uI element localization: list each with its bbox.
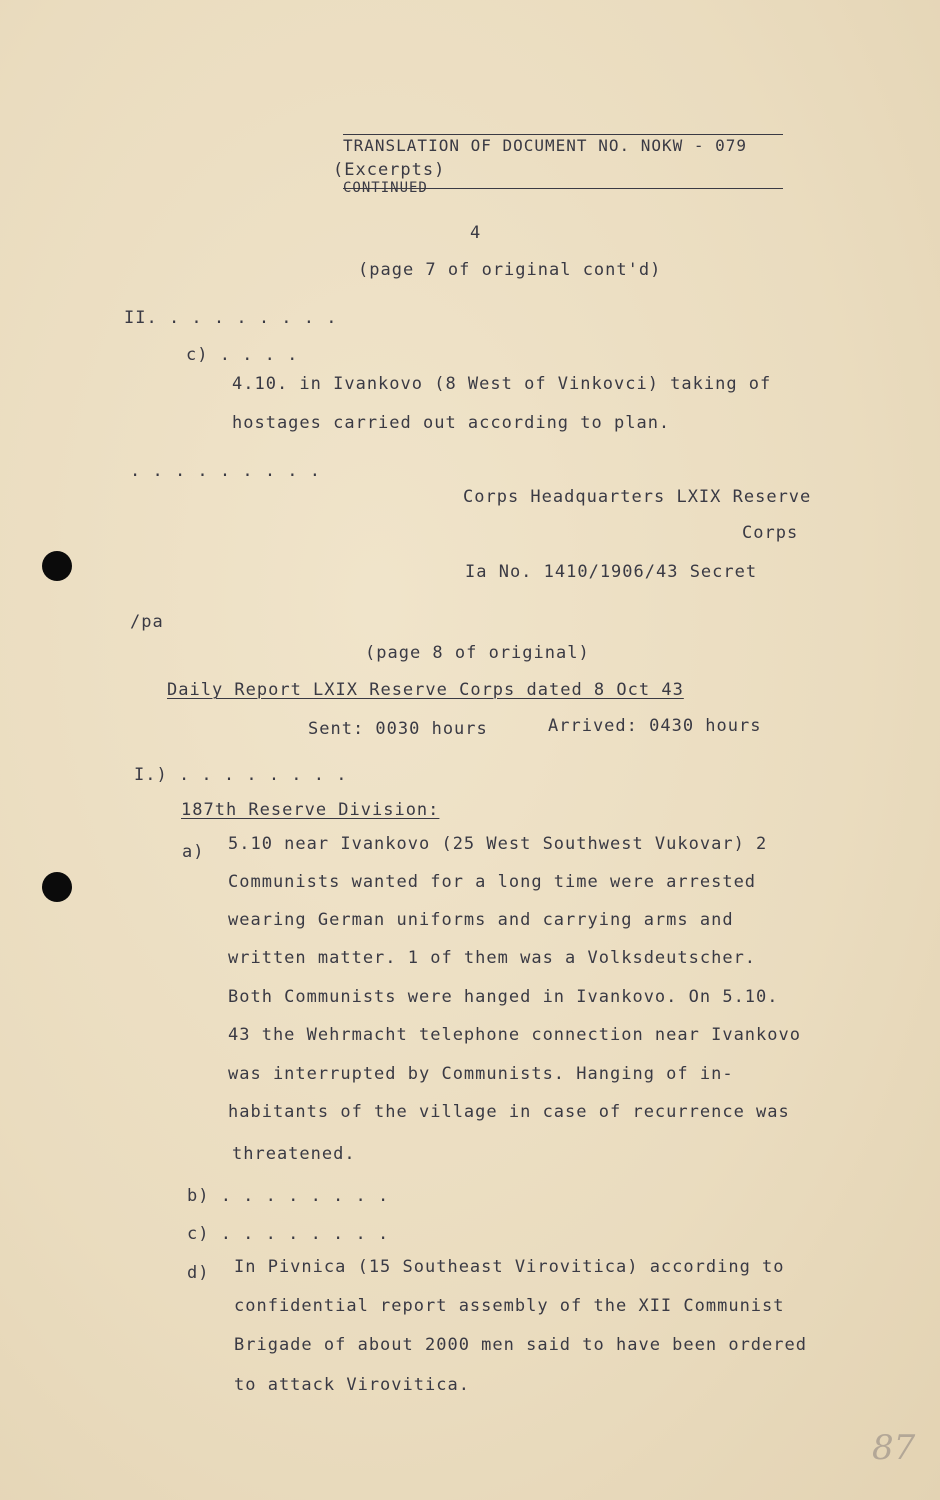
item-d-label: d) [187,1263,210,1283]
header-continued: CONTINUED [343,180,428,196]
page8-note: (page 8 of original) [365,643,590,663]
section-2-label: II. . . . . . . . . [124,308,338,328]
item-a-line: 5.10 near Ivankovo (25 West Southwest Vukovar) 2 [228,834,768,854]
section-2-item-c-line1: 4.10. in Ivankovo (8 West of Vinkovci) taking of [232,374,772,394]
item-d-line: In Pivnica (15 Southeast Virovitica) according to [234,1257,785,1277]
item-d-line: to attack Virovitica. [234,1375,470,1395]
section-2-item-c-label: c) . . . . [186,345,299,365]
item-a-line: threatened. [232,1144,356,1164]
header-title: TRANSLATION OF DOCUMENT NO. NOKW - 079 [343,136,748,155]
item-a-line: wearing German uniforms and carrying arms and [228,910,734,930]
report-arrived: Arrived: 0430 hours [548,716,762,736]
item-a-line: 43 the Wehrmacht telephone connection near Ivankovo [228,1025,801,1045]
signature-line2: Corps [742,523,799,543]
header-top-rule [343,134,783,135]
item-a-line: Communists wanted for a long time were arrested [228,872,757,892]
item-a-line: Both Communists were hanged in Ivankovo. On 5.10. [228,987,779,1007]
item-a-label: a) [182,842,205,862]
division-heading: 187th Reserve Division: [181,800,440,820]
header-bottom-rule [343,188,783,189]
section-2-item-c-line2: hostages carried out according to plan. [232,413,671,433]
report-title: Daily Report LXIX Reserve Corps dated 8 Oct 43 [167,680,684,700]
section-2-dots: . . . . . . . . . [130,461,321,481]
item-a-line: was interrupted by Communists. Hanging of in- [228,1064,734,1084]
punch-hole-lower [42,872,72,902]
item-a-line: habitants of the village in case of recurrence was [228,1102,790,1122]
report-sent: Sent: 0030 hours [308,719,488,739]
punch-hole-upper [42,551,72,581]
item-d-line: Brigade of about 2000 men said to have been ordered [234,1335,807,1355]
item-d-line: confidential report assembly of the XII Communist [234,1296,785,1316]
initials: /pa [130,612,164,632]
signature-line1: Corps Headquarters LXIX Reserve [463,487,812,507]
header-excerpts: (Excerpts) [333,160,446,180]
section-1-label: I.) . . . . . . . . [134,765,348,785]
page-number: 4 [470,223,482,243]
item-b-line: b) . . . . . . . . [187,1186,390,1206]
handwritten-page-number: 87 [872,1428,916,1468]
item-a-line: written matter. 1 of them was a Volksdeutscher. [228,948,757,968]
page7-note: (page 7 of original cont'd) [358,260,662,280]
signature-line3: Ia No. 1410/1906/43 Secret [465,562,758,582]
item-c-line: c) . . . . . . . . [187,1224,390,1244]
